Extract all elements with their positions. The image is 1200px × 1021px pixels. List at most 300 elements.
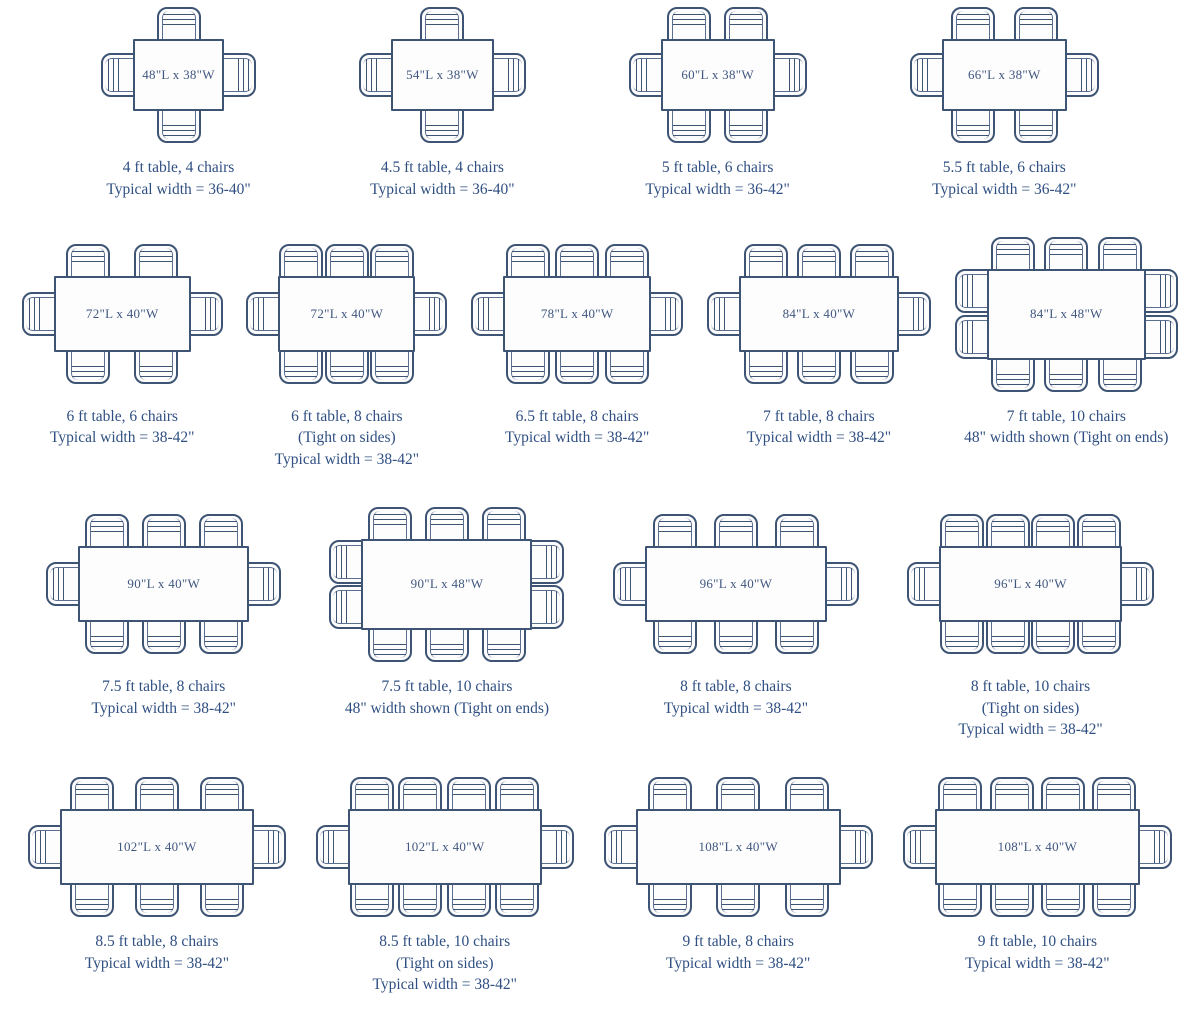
chair-back-line	[1047, 904, 1079, 905]
table-top	[78, 546, 249, 622]
chair-back-line	[205, 641, 237, 642]
chair-back-line	[803, 261, 835, 262]
chair-back-line	[163, 135, 195, 136]
chair-back-line	[946, 526, 978, 527]
chair-back-line	[488, 654, 520, 655]
chair-back-line	[501, 909, 533, 910]
caption-line: Typical width = 38-42"	[91, 699, 236, 717]
chair-back-line	[488, 519, 520, 520]
caption-line: Typical width = 36-42"	[932, 180, 1077, 198]
chair-back-line	[35, 831, 36, 863]
chair-back-line	[248, 59, 249, 91]
chair-back-line	[803, 251, 835, 252]
table-top	[361, 539, 532, 630]
caption-line: 4 ft table, 4 chairs	[122, 159, 235, 177]
table-cell	[602, 775, 875, 974]
chair-back-line	[794, 59, 795, 91]
chair-back-line	[720, 531, 752, 532]
chair-back-line	[1159, 831, 1160, 863]
figure-caption	[965, 931, 1109, 974]
chair-back-line	[331, 371, 363, 372]
chair-back-line	[865, 831, 866, 863]
table-cell	[244, 235, 449, 471]
chair-back-line	[730, 24, 762, 25]
chair-back-line	[140, 251, 172, 252]
chair-back-line	[1037, 526, 1069, 527]
figure-wrap	[602, 775, 875, 919]
chair-back-line	[1020, 14, 1052, 15]
table-cell	[611, 505, 861, 720]
caption-line: Typical width = 38-42"	[958, 721, 1103, 739]
chair-back-line	[944, 794, 976, 795]
chair-back-line	[140, 256, 172, 257]
table-dimensions-label: 90"L x 48"W	[410, 576, 484, 592]
table-top	[939, 546, 1121, 622]
chair-back-line	[957, 135, 989, 136]
chair-back-line	[426, 135, 458, 136]
chair-back-line	[944, 784, 976, 785]
chair-back-line	[163, 24, 195, 25]
chair-back-line	[1136, 568, 1137, 600]
chair-back-line	[561, 376, 593, 377]
chair-back-line	[997, 379, 1029, 380]
caption-line: 8.5 ft table, 8 chairs	[95, 933, 219, 951]
chair-back-line	[439, 298, 440, 330]
chair-back-line	[654, 794, 686, 795]
chair-back-line	[856, 366, 888, 367]
table-cell	[705, 235, 933, 450]
chair-back-line	[273, 831, 274, 863]
figure-caption	[345, 676, 549, 719]
caption-line: Typical width = 38-42"	[504, 429, 650, 447]
chair-back-line	[730, 135, 762, 136]
chair-back-line	[720, 521, 752, 522]
chair-back-line	[856, 251, 888, 252]
chair-back-line	[206, 784, 238, 785]
chair-back-line	[148, 636, 180, 637]
chair-back-line	[972, 275, 973, 307]
chair-back-line	[453, 899, 485, 900]
chair-back-line	[750, 256, 782, 257]
chair-back-line	[1098, 784, 1130, 785]
chair-back-line	[501, 794, 533, 795]
figure-wrap	[99, 5, 258, 145]
table-top	[661, 39, 775, 111]
figure-wrap	[953, 235, 1181, 394]
chair-back-line	[922, 59, 923, 91]
table-top	[645, 546, 827, 622]
chair-back-line	[551, 591, 552, 623]
chair-back-line	[501, 789, 533, 790]
chair-back-line	[148, 641, 180, 642]
table-figure	[26, 775, 288, 919]
chair-back-line	[791, 794, 823, 795]
chair-back-line	[268, 568, 269, 600]
chair-back-line	[967, 275, 968, 307]
chair-back-line	[1047, 789, 1079, 790]
chair-back-line	[205, 526, 237, 527]
chair-back-line	[1083, 641, 1115, 642]
chair-back-line	[992, 521, 1024, 522]
chair-back-line	[566, 831, 567, 863]
chair-back-line	[488, 644, 520, 645]
chair-back-line	[58, 568, 59, 600]
chair-back-line	[1020, 130, 1052, 131]
chair-back-line	[673, 24, 705, 25]
chair-back-line	[910, 831, 911, 863]
table-figure	[602, 775, 875, 919]
chair-back-line	[356, 789, 388, 790]
chair-back-line	[163, 130, 195, 131]
chair-back-line	[501, 784, 533, 785]
table-top	[987, 269, 1147, 360]
chair-back-line	[140, 371, 172, 372]
chair-back-line	[253, 298, 254, 330]
chair-back-line	[996, 784, 1028, 785]
chair-back-line	[722, 794, 754, 795]
chair-back-line	[501, 899, 533, 900]
chair-back-line	[720, 636, 752, 637]
caption-line: 8 ft table, 8 chairs	[680, 678, 792, 695]
chair-back-line	[404, 794, 436, 795]
chair-back-line	[654, 784, 686, 785]
chair-back-line	[1170, 321, 1171, 353]
chair-back-line	[1083, 531, 1115, 532]
figure-caption	[964, 406, 1168, 449]
chair-back-line	[285, 376, 317, 377]
chair-back-line	[512, 366, 544, 367]
chair-back-line	[1050, 384, 1082, 385]
chair-back-line	[967, 321, 968, 353]
chair-back-line	[730, 130, 762, 131]
chair-back-line	[750, 376, 782, 377]
chair-back-line	[518, 59, 519, 91]
chair-back-line	[374, 649, 406, 650]
chair-back-line	[781, 526, 813, 527]
chair-back-line	[636, 59, 637, 91]
chair-back-line	[997, 374, 1029, 375]
chair-back-line	[972, 321, 973, 353]
chair-back-line	[91, 641, 123, 642]
chair-back-line	[512, 256, 544, 257]
chair-back-line	[659, 646, 691, 647]
chair-back-line	[992, 526, 1024, 527]
figure-wrap	[908, 5, 1101, 145]
chair-back-line	[720, 526, 752, 527]
chair-back-line	[141, 909, 173, 910]
table-cell	[901, 775, 1174, 974]
chair-back-line	[791, 909, 823, 910]
chair-back-line	[366, 59, 367, 91]
chair-back-line	[431, 649, 463, 650]
diagram-row	[0, 505, 1200, 741]
chair-back-line	[488, 649, 520, 650]
chair-back-line	[670, 298, 671, 330]
chair-back-line	[205, 636, 237, 637]
table-figure	[99, 5, 258, 145]
chair-back-line	[789, 59, 790, 91]
chair-back-line	[944, 909, 976, 910]
chair-back-line	[1050, 249, 1082, 250]
figure-wrap	[627, 5, 809, 145]
caption-line: 9 ft table, 10 chairs	[977, 933, 1097, 951]
chair-back-line	[206, 909, 238, 910]
diagram-row	[0, 235, 1200, 471]
chair-back-line	[331, 256, 363, 257]
chair-back-line	[1086, 59, 1087, 91]
chair-back-line	[76, 789, 108, 790]
chair-back-line	[512, 376, 544, 377]
table-cell	[327, 505, 566, 720]
chair-back-line	[659, 526, 691, 527]
figure-wrap	[44, 505, 283, 664]
table-dimensions-label: 66"L x 38"W	[967, 67, 1041, 83]
chair-back-line	[855, 831, 856, 863]
chair-back-line	[611, 256, 643, 257]
chair-back-line	[561, 261, 593, 262]
chair-back-line	[285, 261, 317, 262]
chair-back-line	[141, 784, 173, 785]
chair-back-line	[91, 646, 123, 647]
chair-back-line	[750, 251, 782, 252]
chair-back-line	[750, 261, 782, 262]
table-figure	[627, 5, 809, 145]
chair-back-line	[341, 591, 342, 623]
caption-line: 6 ft table, 8 chairs	[291, 407, 403, 425]
chair-back-line	[659, 531, 691, 532]
chair-back-line	[1104, 249, 1136, 250]
chair-back-line	[429, 298, 430, 330]
chair-back-line	[659, 636, 691, 637]
chair-back-line	[561, 371, 593, 372]
figure-wrap	[327, 505, 566, 664]
chair-back-line	[1083, 636, 1115, 637]
chair-back-line	[856, 371, 888, 372]
chair-back-line	[611, 831, 612, 863]
chair-back-line	[426, 24, 458, 25]
chair-back-line	[957, 24, 989, 25]
figure-caption	[747, 406, 891, 449]
chair-back-line	[803, 376, 835, 377]
figure-caption	[645, 157, 789, 200]
caption-line: Typical width = 38-42"	[663, 699, 809, 717]
chair-back-line	[1104, 244, 1136, 245]
chair-back-line	[616, 831, 617, 863]
table-cell	[905, 505, 1155, 741]
table-figure	[357, 5, 528, 145]
chair-back-line	[1098, 789, 1130, 790]
table-top	[935, 809, 1140, 885]
chair-back-line	[641, 59, 642, 91]
chair-back-line	[376, 256, 408, 257]
chair-back-line	[263, 568, 264, 600]
chair-back-line	[992, 646, 1024, 647]
chair-back-line	[488, 298, 489, 330]
chair-back-line	[453, 784, 485, 785]
caption-line: 6.5 ft table, 8 chairs	[515, 407, 639, 425]
chair-back-line	[140, 261, 172, 262]
chair-back-line	[1104, 254, 1136, 255]
table-figure	[908, 5, 1101, 145]
chair-back-line	[76, 909, 108, 910]
chair-back-line	[957, 125, 989, 126]
chair-back-line	[654, 909, 686, 910]
table-dimensions-label: 84"L x 40"W	[782, 306, 856, 322]
chair-back-line	[40, 831, 41, 863]
chair-back-line	[453, 789, 485, 790]
chair-back-line	[781, 521, 813, 522]
caption-line: (Tight on sides)	[981, 699, 1080, 717]
chair-back-line	[992, 531, 1024, 532]
chair-back-line	[331, 376, 363, 377]
chair-back-line	[673, 125, 705, 126]
chair-back-line	[992, 636, 1024, 637]
chair-back-line	[561, 366, 593, 367]
chair-back-line	[341, 546, 342, 578]
table-cell	[44, 505, 283, 720]
chair-back-line	[238, 59, 239, 91]
chair-back-line	[719, 298, 720, 330]
chair-back-line	[34, 298, 35, 330]
table-figure	[905, 512, 1155, 656]
chair-back-line	[488, 524, 520, 525]
caption-line: 7 ft table, 10 chairs	[1006, 407, 1126, 425]
chair-back-line	[376, 59, 377, 91]
chair-back-line	[91, 531, 123, 532]
chair-back-line	[781, 531, 813, 532]
chair-back-line	[356, 784, 388, 785]
chair-back-line	[431, 654, 463, 655]
table-figure	[901, 775, 1174, 919]
chair-back-line	[799, 59, 800, 91]
chair-back-line	[611, 376, 643, 377]
chair-back-line	[1050, 379, 1082, 380]
chair-back-line	[431, 514, 463, 515]
table-dimensions-label: 96"L x 40"W	[699, 576, 773, 592]
chair-back-line	[356, 904, 388, 905]
table-figure	[314, 775, 576, 919]
chair-back-line	[673, 135, 705, 136]
chair-back-line	[791, 789, 823, 790]
chair-back-line	[374, 644, 406, 645]
chair-back-line	[722, 789, 754, 790]
chair-back-line	[918, 298, 919, 330]
chair-back-line	[781, 641, 813, 642]
chair-back-line	[141, 794, 173, 795]
chair-back-line	[803, 366, 835, 367]
chair-back-line	[141, 899, 173, 900]
chair-back-line	[1160, 321, 1161, 353]
chair-back-line	[654, 899, 686, 900]
chair-back-line	[1083, 521, 1115, 522]
chair-back-line	[1037, 521, 1069, 522]
table-dimensions-label: 54"L x 38"W	[406, 67, 479, 83]
chair-back-line	[512, 371, 544, 372]
chair-back-line	[946, 646, 978, 647]
chair-back-line	[625, 568, 626, 600]
chair-back-line	[273, 568, 274, 600]
chair-back-line	[374, 524, 406, 525]
caption-line: 6 ft table, 6 chairs	[66, 407, 178, 425]
figure-wrap	[357, 5, 528, 145]
chair-back-line	[997, 244, 1029, 245]
table-top	[348, 809, 542, 885]
chair-back-line	[611, 251, 643, 252]
chair-back-line	[781, 646, 813, 647]
caption-line: 7.5 ft table, 10 chairs	[381, 678, 513, 695]
chair-back-line	[1050, 244, 1082, 245]
table-figure	[611, 512, 861, 656]
chair-back-line	[659, 521, 691, 522]
chair-back-line	[546, 546, 547, 578]
table-cell	[357, 5, 528, 201]
chair-back-line	[551, 546, 552, 578]
table-dimensions-label: 96"L x 40"W	[994, 576, 1067, 592]
chair-back-line	[404, 899, 436, 900]
table-dimensions-label: 84"L x 48"W	[1029, 306, 1103, 322]
table-figure	[953, 235, 1181, 394]
chair-back-line	[376, 371, 408, 372]
chair-back-line	[513, 59, 514, 91]
table-dimensions-label: 72"L x 40"W	[85, 306, 159, 322]
figure-wrap	[611, 505, 861, 664]
chair-back-line	[72, 376, 104, 377]
chair-back-line	[546, 591, 547, 623]
chair-back-line	[722, 899, 754, 900]
chair-back-line	[404, 909, 436, 910]
chair-back-line	[148, 531, 180, 532]
chair-back-line	[1083, 646, 1115, 647]
chair-back-line	[512, 251, 544, 252]
chair-back-line	[720, 641, 752, 642]
chair-back-line	[846, 568, 847, 600]
chair-back-line	[722, 784, 754, 785]
chair-back-line	[611, 371, 643, 372]
chair-back-line	[996, 789, 1028, 790]
chair-back-line	[356, 899, 388, 900]
chair-back-line	[108, 59, 109, 91]
chair-back-line	[919, 568, 920, 600]
table-cell	[314, 775, 576, 996]
chair-back-line	[1154, 831, 1155, 863]
table-top	[739, 276, 899, 352]
chair-back-line	[1047, 899, 1079, 900]
chair-back-line	[665, 298, 666, 330]
chair-back-line	[258, 298, 259, 330]
chair-back-line	[243, 59, 244, 91]
chair-back-line	[285, 371, 317, 372]
chair-back-line	[714, 298, 715, 330]
caption-line: 48" width shown (Tight on ends)	[964, 429, 1169, 447]
chair-back-line	[163, 125, 195, 126]
chair-back-line	[206, 904, 238, 905]
chair-back-line	[512, 261, 544, 262]
chair-back-line	[205, 646, 237, 647]
chair-back-line	[561, 256, 593, 257]
chair-back-line	[163, 14, 195, 15]
chair-back-line	[371, 59, 372, 91]
chair-back-line	[356, 794, 388, 795]
figure-wrap	[705, 235, 933, 394]
caption-line: Typical width = 38-42"	[50, 429, 195, 447]
chair-back-line	[453, 794, 485, 795]
chair-back-line	[1098, 794, 1130, 795]
chair-back-line	[140, 376, 172, 377]
chair-back-line	[91, 526, 123, 527]
chair-back-line	[206, 794, 238, 795]
caption-line: (Tight on sides)	[395, 954, 494, 972]
caption-line: Typical width = 38-42"	[965, 954, 1110, 972]
